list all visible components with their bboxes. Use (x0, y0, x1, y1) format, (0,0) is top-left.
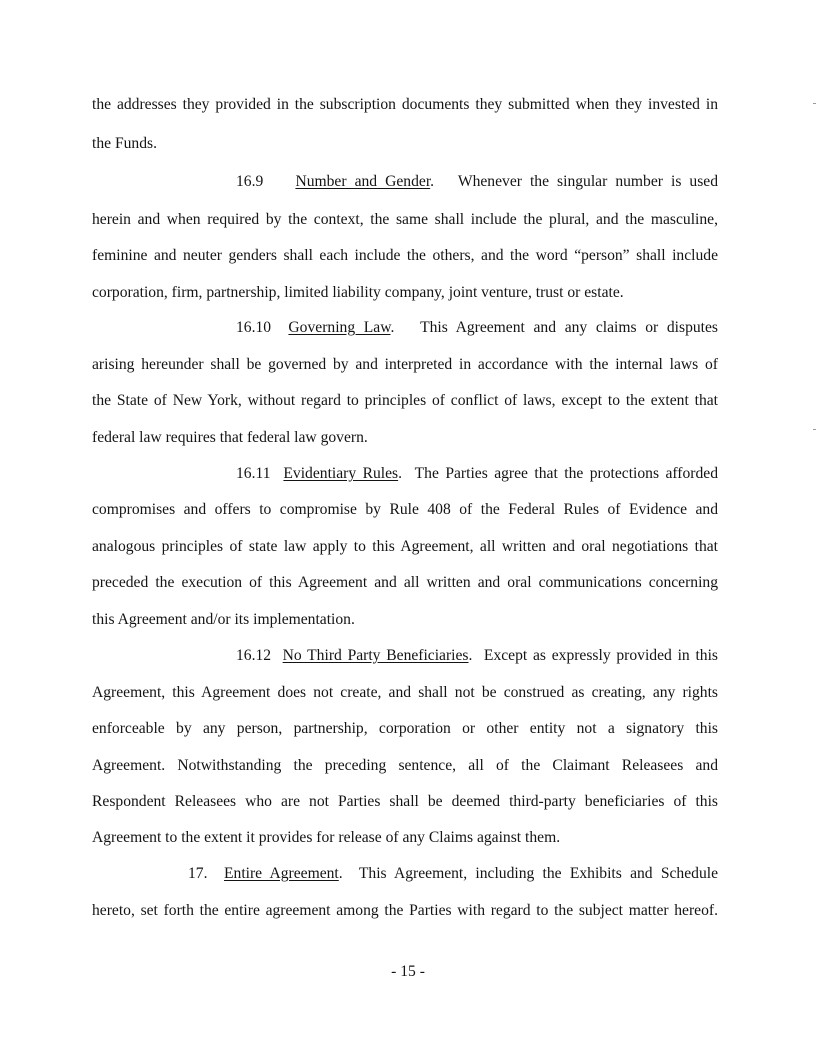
section-number: 17. (188, 865, 208, 882)
body-line: the Funds. (92, 135, 157, 152)
body-line: analogous principles of state law apply to this Agreement, all written and oral negotiations that (92, 538, 718, 555)
body-line: feminine and neuter genders shall each include the others, and the word “person” shall include (92, 247, 718, 264)
body-line: hereto, set forth the entire agreement among the Parties with regard to the subject matter hereof. (92, 902, 718, 919)
section-16-12-heading-line: 16.12 No Third Party Beneficiaries. Except as expressly provided in this (236, 647, 718, 664)
body-line: Agreement to the extent it provides for release of any Claims against them. (92, 829, 561, 846)
section-heading: Evidentiary Rules (283, 465, 399, 482)
section-number: 16.11 (236, 465, 271, 482)
section-text: This Agreement, including the Exhibits and Schedule (358, 865, 718, 882)
section-number: 16.12 (236, 647, 272, 664)
section-text: Whenever the singular number is used (457, 173, 719, 190)
section-16-11-heading-line: 16.11 Evidentiary Rules. The Parties agree that the protections afforded (236, 465, 718, 482)
body-line: arising hereunder shall be governed by and interpreted in accordance with the internal laws of (92, 356, 718, 373)
body-line: compromises and offers to compromise by Rule 408 of the Federal Rules of Evidence and (92, 501, 718, 518)
section-number: 16.9 (236, 173, 264, 190)
body-line: corporation, firm, partnership, limited liability company, joint venture, trust or estate. (92, 284, 624, 301)
body-line: herein and when required by the context, the same shall include the plural, and the masculine, (92, 211, 718, 228)
section-heading: Number and Gender (295, 173, 431, 190)
body-line: Respondent Releasees who are not Parties shall be deemed third-party beneficiaries of this (92, 793, 718, 810)
section-heading: No Third Party Beneficiaries (282, 647, 469, 664)
body-line: the addresses they provided in the subscription documents they submitted when they invested in (92, 96, 718, 113)
section-text: This Agreement and any claims or disputes (420, 319, 718, 336)
body-line: Agreement. Notwithstanding the preceding sentence, all of the Claimant Releasees and (92, 757, 718, 774)
section-16-9-heading-line: 16.9 Number and Gender. Whenever the singular number is used (236, 173, 719, 190)
section-17-heading-line: 17. Entire Agreement. This Agreement, including the Exhibits and Schedule (188, 865, 718, 882)
section-16-10-heading-line: 16.10 Governing Law. This Agreement and any claims or disputes (236, 319, 718, 336)
body-line: this Agreement and/or its implementation. (92, 611, 355, 628)
section-heading: Entire Agreement (224, 865, 339, 882)
section-text: The Parties agree that the protections afforded (414, 465, 718, 482)
section-number: 16.10 (236, 319, 272, 336)
page-number: - 15 - (391, 963, 425, 980)
body-line: enforceable by any person, partnership, corporation or other entity not a signatory this (92, 720, 718, 737)
section-text: Except as expressly provided in this (483, 647, 718, 664)
body-line: Agreement, this Agreement does not create, and shall not be construed as creating, any rights (92, 684, 718, 701)
body-line: the State of New York, without regard to principles of conflict of laws, except to the extent that (92, 392, 718, 409)
body-line: federal law requires that federal law govern. (92, 429, 368, 446)
body-line: preceded the execution of this Agreement and all written and oral communications concerning (92, 574, 718, 591)
section-heading: Governing Law (288, 319, 391, 336)
